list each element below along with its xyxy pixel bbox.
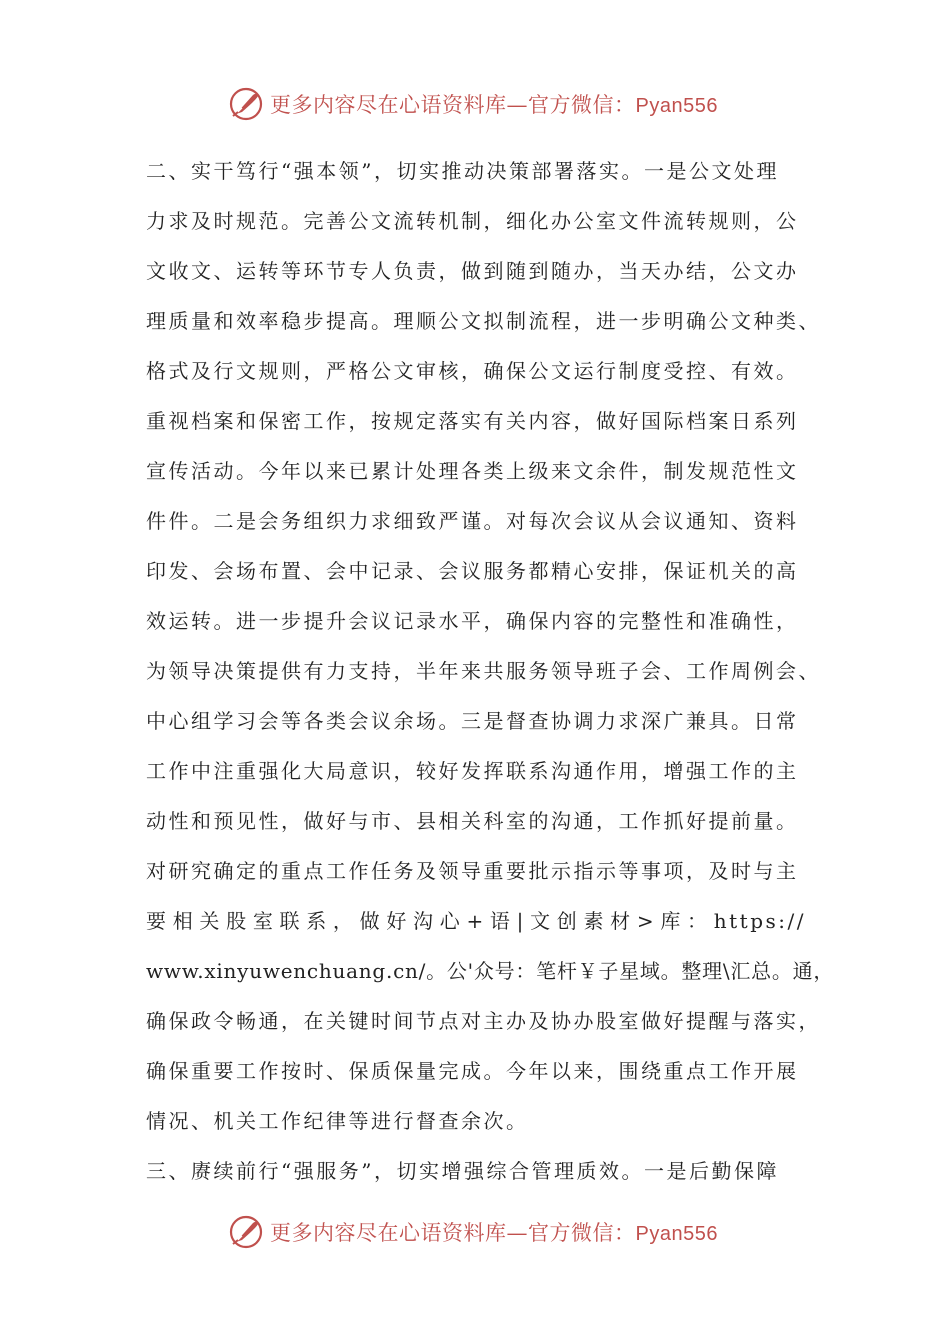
banner-wechat-id: Pyan556 xyxy=(635,1223,718,1245)
quill-logo-icon xyxy=(228,1214,264,1250)
text-line: 动性和预见性，做好与市、县相关科室的沟通，工作抓好提前量。 xyxy=(146,809,799,833)
text-line: 效运转。进一步提升会议记录水平，确保内容的完整性和准确性， xyxy=(146,609,799,633)
text-line: 工作中注重强化大局意识，较好发挥联系沟通作用，增强工作的主 xyxy=(146,759,799,783)
text-line: 要相关股室联系，做好沟心+语|文创素材>库：https:// xyxy=(146,909,806,933)
banner-text: 更多内容尽在心语资料库—官方微信： xyxy=(270,1221,636,1245)
banner-wechat-id: Pyan556 xyxy=(635,95,718,117)
text-line: 二、实干笃行“强本领”，切实推动决策部署落实。一是公文处理 xyxy=(146,159,779,183)
text-line: 格式及行文规则，严格公文审核，确保公文运行制度受控、有效。 xyxy=(146,359,799,383)
quill-logo-icon xyxy=(228,86,264,122)
text-line: 重视档案和保密工作，按规定落实有关内容，做好国际档案日系列 xyxy=(146,409,799,433)
text-line: 情况、机关工作纪律等进行督查余次。 xyxy=(146,1109,529,1133)
document-body xyxy=(146,146,835,1196)
banner-text: 更多内容尽在心语资料库—官方微信： xyxy=(270,93,636,117)
text-line: 理质量和效率稳步提高。理顺公文拟制流程，进一步明确公文种类、 xyxy=(146,309,821,333)
text-line: 为领导决策提供有力支持，半年来共服务领导班子会、工作周例会、 xyxy=(146,659,821,683)
text-line: www.xinyuwenchuang.cn/。公'众号：笔杆￥子星域。整理\汇总。通， xyxy=(146,959,835,983)
text-line: 确保重要工作按时、保质保量完成。今年以来，围绕重点工作开展 xyxy=(146,1059,799,1083)
text-line: 宣传活动。今年以来已累计处理各类上级来文余件，制发规范性文 xyxy=(146,459,799,483)
text-line: 三、赓续前行“强服务”，切实增强综合管理质效。一是后勤保障 xyxy=(146,1159,779,1183)
text-line: 对研究确定的重点工作任务及领导重要批示指示等事项，及时与主 xyxy=(146,859,799,883)
text-line: 力求及时规范。完善公文流转机制，细化办公室文件流转规则，公 xyxy=(146,209,799,233)
header-banner xyxy=(228,84,718,124)
text-line: 确保政令畅通，在关键时间节点对主办及协办股室做好提醒与落实， xyxy=(146,1009,821,1033)
footer-banner xyxy=(228,1212,718,1252)
text-line: 文收文、运转等环节专人负责，做到随到随办，当天办结，公文办 xyxy=(146,259,799,283)
text-line: 中心组学习会等各类会议余场。三是督查协调力求深广兼具。日常 xyxy=(146,709,799,733)
text-line: 件件。二是会务组织力求细致严谨。对每次会议从会议通知、资料 xyxy=(146,509,799,533)
text-line: 印发、会场布置、会中记录、会议服务都精心安排，保证机关的高 xyxy=(146,559,799,583)
